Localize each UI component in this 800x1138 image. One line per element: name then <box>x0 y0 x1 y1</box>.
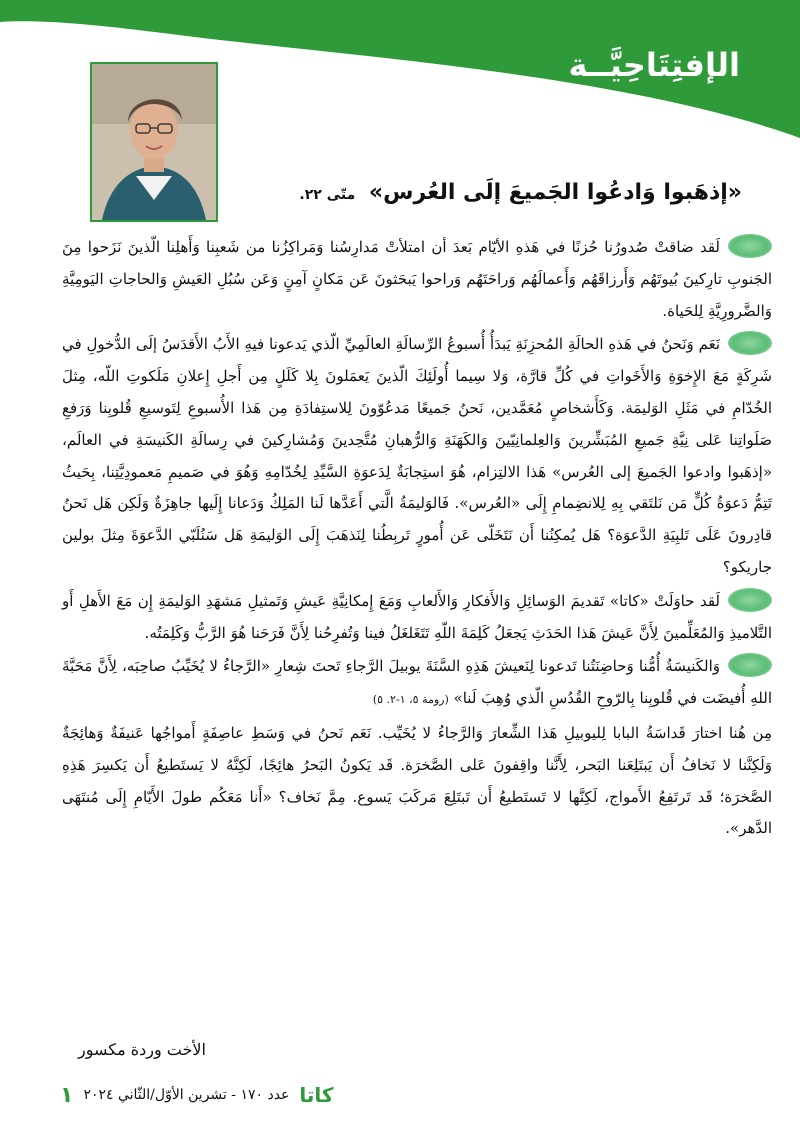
paragraph-text: وَالكَنيسَةُ أُمُّنا وَحاضِنَتُنا تَدعونا لِنَعيشَ هَذِهِ السَّنَةَ يوبيلَ الرَّجاءِ تَحتَ شِعارِ «الرَّجاءُ لا يُخَيِّبُ صاحِبَه، لِأَنَّ مَحَبَّةَ اللهِ أُفيضَت في قُلوبِنا بِالرّوحِ القُدُسِ الّذي وُهِبَ لَنا» <box>62 657 772 708</box>
article-body <box>62 232 772 847</box>
author-photo <box>90 62 218 222</box>
verse-reference: (رومة ٥، ١-٢. ٥) <box>372 693 449 707</box>
paragraph-5 <box>62 718 772 845</box>
paragraph-text: لَقد ضاقتْ صُدورُنا حُزنًا في هَذهِ الأيّام بَعدَ أن امتلأتْ مَدارِسُنا وَمَراكِزُنا من شَعبِنا وَأَهلِنا الّذينَ نَزَحوا مِنَ الجَنوبِ تارِكينَ بُيوتَهُم وَأَرزاقَهُم وَأَعمالَهُم وَراحَتَهُم وَراحوا يَبحَثونَ عَن مَكانٍ آمِنٍ وَعَن سُبُلِ العَيشِ وَالحاجاتِ اليَومِيَّةِ وَالضَّرورِيَّةِ لِلحَياة. <box>62 238 772 320</box>
paragraph-bullet-icon <box>728 653 772 677</box>
paragraph-2 <box>62 329 772 583</box>
paragraph-3 <box>62 586 772 650</box>
paragraph-bullet-icon <box>728 234 772 258</box>
page-number: ١ <box>60 1082 74 1108</box>
author-signature: الأخت وردة مكسور <box>78 1040 206 1059</box>
section-title: الإفتِتَاحِيَّــة <box>568 46 740 84</box>
paragraph-bullet-icon <box>728 588 772 612</box>
paragraph-text: لَقد حاوَلَتْ «كاتا» تَقديمَ الوَسائِلِ وَالأَفكارِ وَالأَلعابِ وَمَعَ إِمكانِيَّةِ عَيشِ وَتَمثيلِ مَشهَدِ الوَليمَةِ إِن مَعَ الأَهلِ أَو التَّلاميذِ وَالمُعَلِّمينَ لِأَنَّ عَيشَ هَذا الحَدَثِ يَجعَلُ كَلِمَةَ اللّهِ تَتَغَلغَلُ فينا وَتُفرِحُنا لِأَنَّ فَرَحَنا هُوَ الرَّبُّ وَكَلِمَتُه. <box>62 591 772 642</box>
headline-text: «إذهَبوا وَادعُوا الجَميعَ إلَى العُرس» <box>368 180 742 205</box>
paragraph-bullet-icon <box>728 331 772 355</box>
paragraph-text: مِن هُنا اختارَ قَداسَةُ البابا لِليوبيلِ هَذا الشِّعارَ وَالرَّجاءُ لا يُخَيِّب. نَعَم نَحنُ في وَسَطِ عاصِفَةٍ أَمواجُها عَنيفَةٌ وَهائِجَةٌ وَلَكِنَّنا لا نَخافُ أَن يَبتَلِعَنا البَحر، لِأَنَّنا واقِفونَ عَلى الصَّخرَة. قَد يَكونُ البَحرُ هائِجًا، لَكِنَّهُ لا يَستَطيعُ أَن يَكسِرَ هَذِهِ الصَّخرَة؛ قَد تَرتَفِعُ الأَمواج، لَكِنَّها لا تَستَطيعُ أَن تَبتَلِعَ مَركَبَ يَسوع. مِمَّ نَخاف؟ «أَنا مَعَكُم طولَ الأَيّامِ إِلَى مُنتَهَى الدَّهر». <box>62 723 772 838</box>
issue-info: عدد ١٧٠ - تشرين الأوّل/الثّاني ٢٠٢٤ <box>83 1087 290 1103</box>
article-headline <box>299 180 742 205</box>
page-footer <box>60 1080 460 1110</box>
headline-verse-reference: متّى ٢٢. <box>299 187 356 203</box>
magazine-logo: كاتا <box>299 1083 334 1107</box>
paragraph-4 <box>62 651 772 716</box>
paragraph-1 <box>62 232 772 327</box>
paragraph-text: نَعَم وَنَحنُ في هَذهِ الحالَةِ المُحزِنَةِ يَبدَأُ أُسبوعُ الرِّسالَةِ العالَمِيِّ الّذي يَدعونا فيهِ الأَبُ الأَقدَسُ إلَى الدُّخولِ في شَرِكَةٍ مَعَ الإِخوَةِ وَالأَخَواتِ في كُلِّ قارَّة، وَلا سِيما أُولَئِكَ الّذينَ يَعمَلونَ بِلا كَلَلٍ مِن أَجلِ إِعلانِ مَلَكوتِ اللّه، مِثلَ الخُدّامِ في مَثَلِ الوَليمَة. وَكَأَشخاصٍ مُعَمَّدين، نَحنُ جَميعًا مَدعُوّونَ لِلاستِفادَةِ مِن هَذا الأُسبوعِ لِتَوسيعِ قُلوبِنا وَرَفعِ صَلَواتِنا عَلى نِيَّةِ جَميعِ المُبَشِّرينَ وَالعِلمانِيّينَ وَالكَهَنَةِ وَالرُّهبانِ مُتَّحِدينَ وَمُشارِكينَ في رِسالَةِ الكَنيسَةِ في العالَم، «إذهَبوا وادعوا الجَميعَ إلى العُرس» هَذا الالتِزام، هُوَ استِجابَةٌ لِدَعوَةِ السَّيِّدِ لِخُدّامِهِ وَهُوَ في صَميمِ مَعمودِيَّتِنا، بِحَيثُ تَتِمُّ دَعوَةُ كُلٍّ مَن نَلتَقي بِهِ لِلانضِمامِ إِلَى «العُرس». فَالوَليمَةُ الَّتي أَعَدَّها لَنا المَلِكُ وَدَعانا إِلَيها جاهِزَةٌ وَلَكِن هَل نَحنُ قادِرونَ عَلَى تَلبِيَةِ الدَّعوَة؟ هَل يُمكِنُنا أَن نَتَخَلّى عَن أُمورٍ تَربِطُنا لِنَذهَبَ إِلَى الوَليمَةِ هَل سَنُلَبّي الدَّعوَةَ مِثلَ بولين جاريكو؟ <box>62 335 772 576</box>
